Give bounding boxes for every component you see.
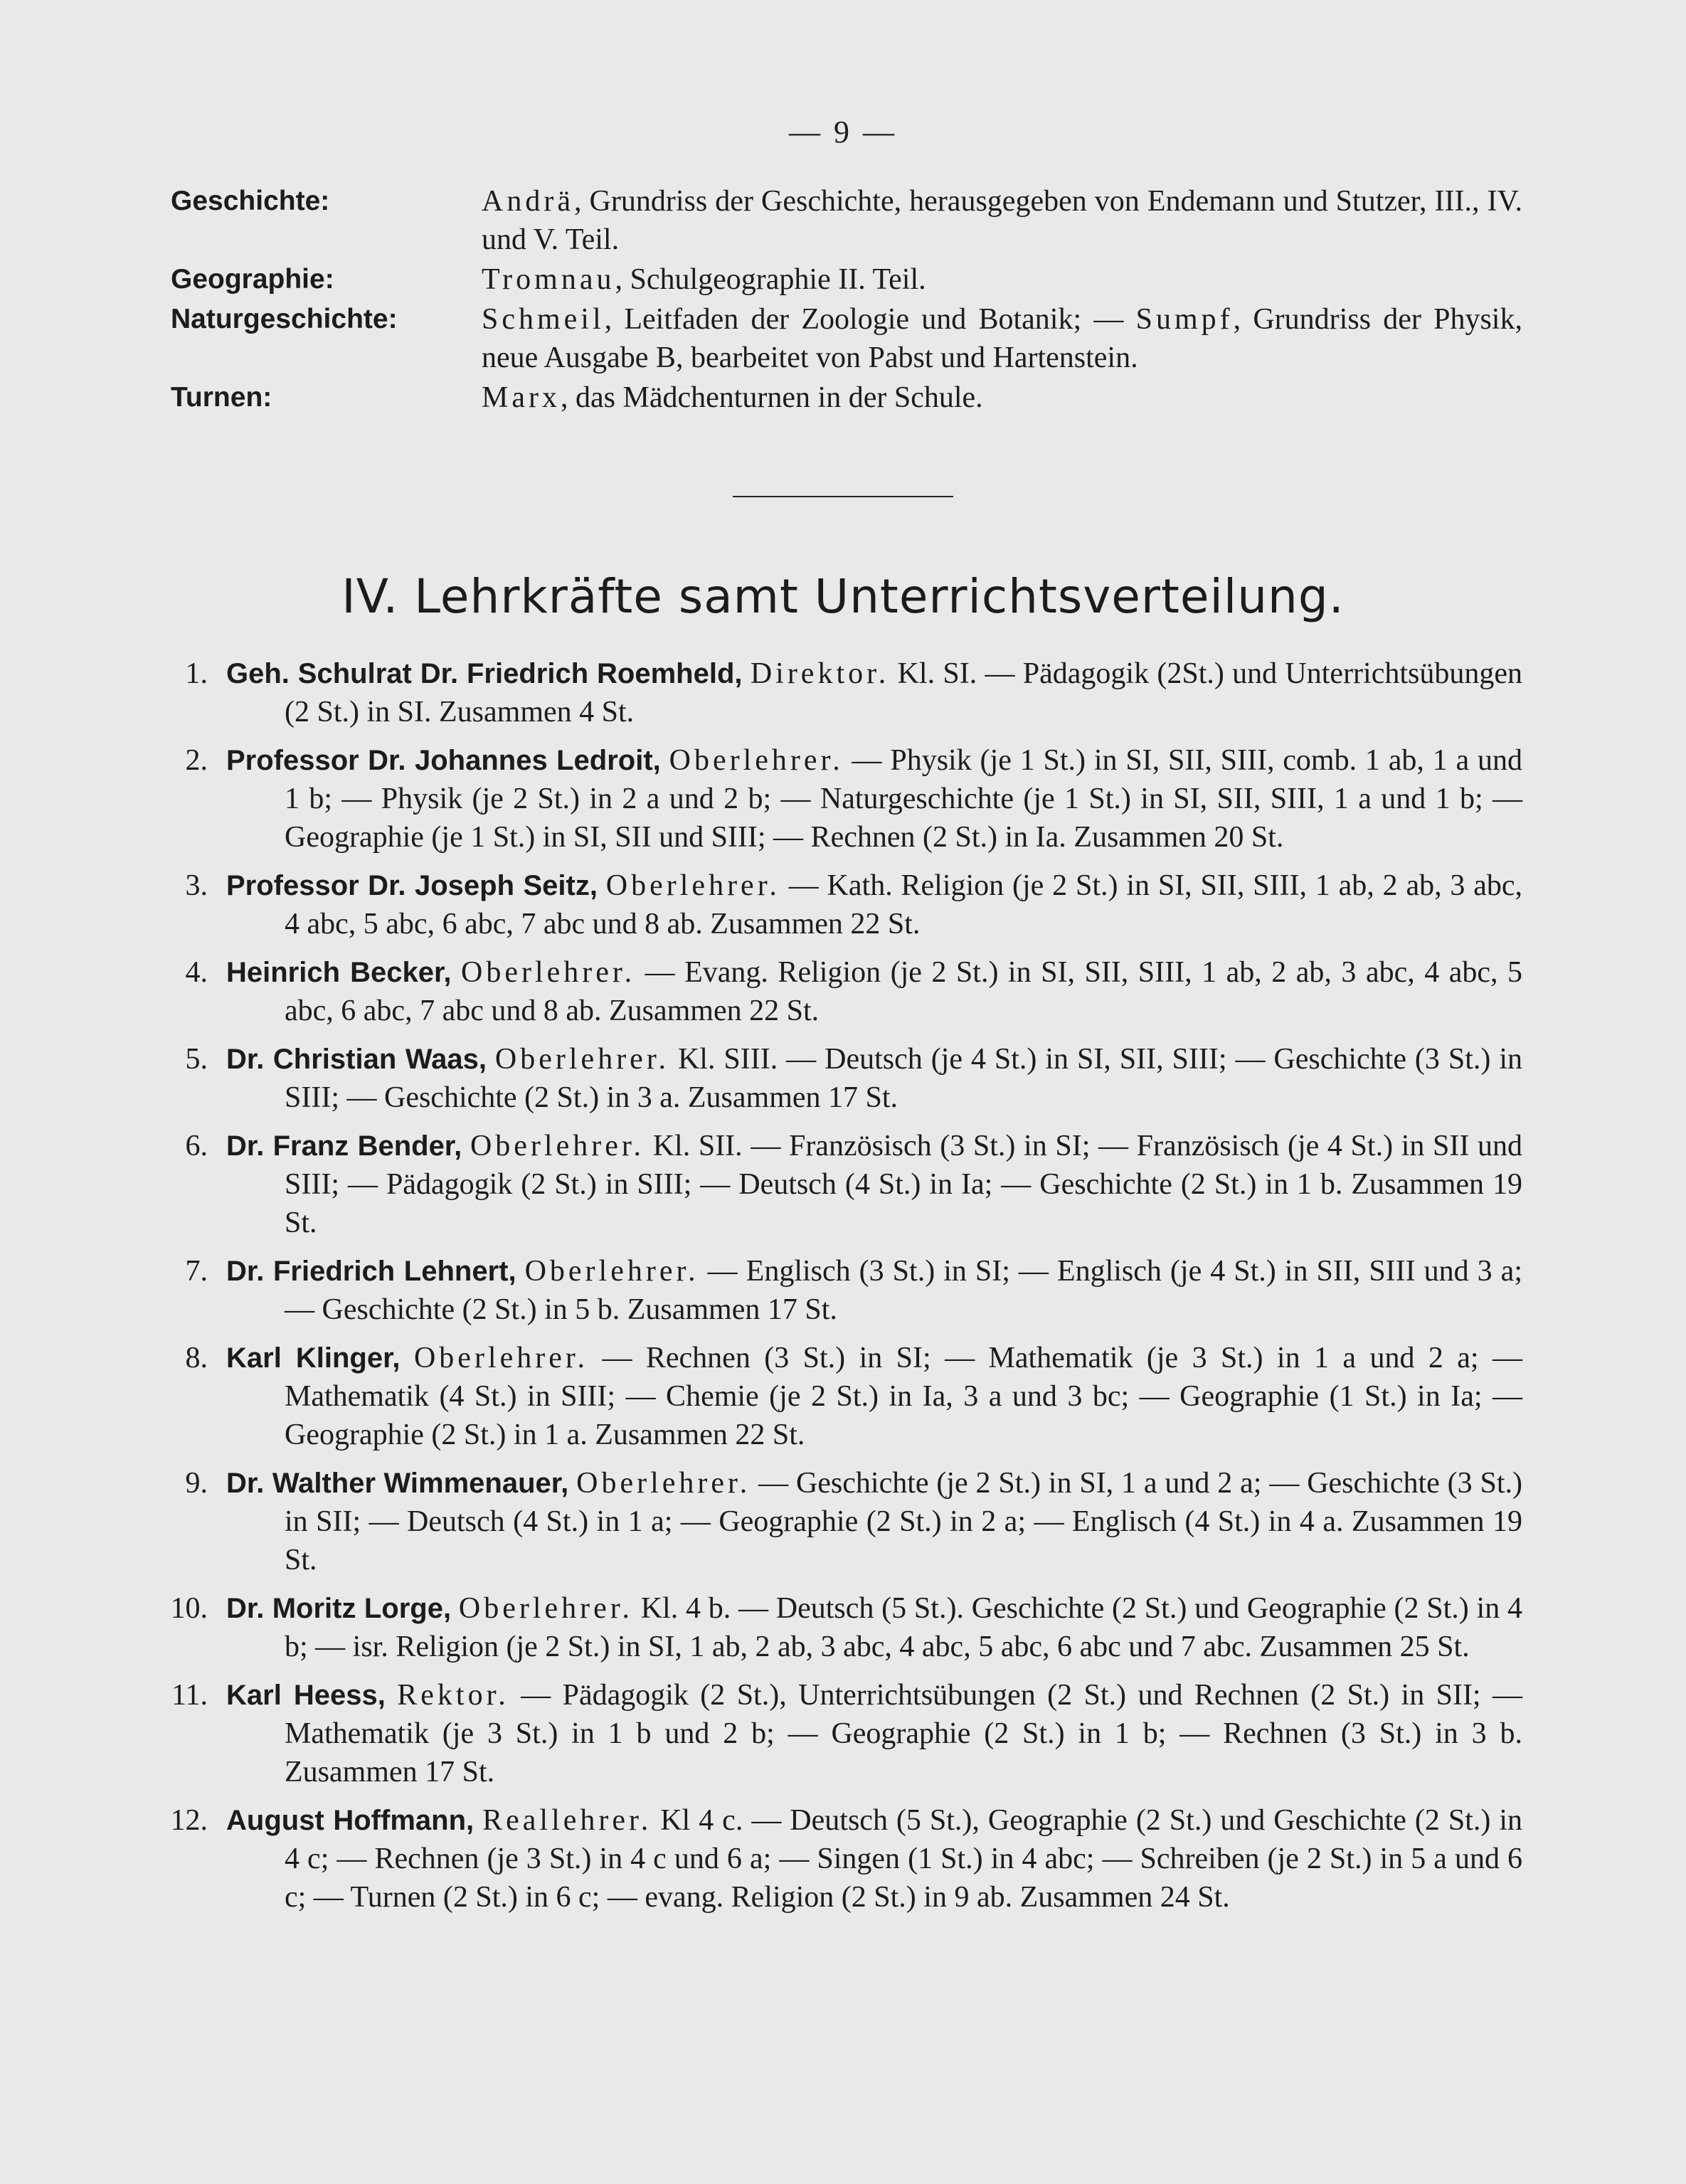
teacher-list bbox=[157, 654, 1522, 1926]
teacher-number: 1. bbox=[185, 657, 208, 690]
book-text bbox=[482, 378, 1522, 417]
book-row bbox=[171, 300, 1522, 377]
teacher-assignments: Kl 4 c. — Deutsch (5 St.), Geographie (2 St.) und Geschichte (2 St.) in 4 c; — Rechnen (je 3 St.) in 4 c und 6 a; — Singen (1 St.) in 4 abc; — Schreiben (je 2 St.) in 5 a und 6 c; — Turnen (2 St.) in 6 c; — evang. Religion (2 St.) in 9 ab. Zusammen 24 St. bbox=[285, 1804, 1523, 1914]
teacher-assignments: — Evang. Religion (je 2 St.) in SI, SII, SIII, 1 ab, 2 ab, 3 abc, 4 abc, 5 abc, 6 abc, 7 abc und 8 ab. Zusammen 22 St. bbox=[285, 956, 1523, 1027]
textbook-list bbox=[171, 182, 1522, 418]
teacher-entry bbox=[157, 1464, 1522, 1579]
teacher-entry bbox=[157, 1339, 1522, 1454]
teacher-assignments: — Rechnen (3 St.) in SI; — Mathematik (je 3 St.) in 1 a und 2 a; — Mathematik (4 St.) in SIII; — Chemie (je 2 St.) in Ia, 3 a und 3 bc; — Geographie (1 St.) in Ia; — Geographie (2 St.) in 1 a. Zusammen 22 St. bbox=[285, 1342, 1523, 1451]
teacher-name: Karl Klinger, bbox=[226, 1342, 401, 1374]
teacher-name: Dr. Friedrich Lehnert, bbox=[226, 1256, 516, 1287]
teacher-number: 3. bbox=[185, 869, 208, 902]
teacher-assignments: — Geschichte (je 2 St.) in SI, 1 a und 2 a; — Geschichte (3 St.) in SII; — Deutsch (4 St.) in 1 a; — Geographie (2 St.) in 2 a; — Englisch (4 St.) in 4 a. Zusammen 19 St. bbox=[285, 1467, 1523, 1576]
section-divider bbox=[733, 496, 953, 497]
teacher-number: 11. bbox=[171, 1679, 208, 1712]
teacher-title: Oberlehrer. bbox=[494, 1043, 669, 1076]
teacher-name: Heinrich Becker, bbox=[226, 957, 452, 988]
teacher-assignments: — Physik (je 1 St.) in SI, SII, SIII, comb. 1 ab, 1 a und 1 b; — Physik (je 2 St.) in 2 a und 2 b; — Naturgeschichte (je 1 St.) in SI, SII, SIII, 1 a und 1 b; — Geographie (je 1 St.) in SI, SII und SIII; — Rechnen (2 St.) in Ia. Zusammen 20 St. bbox=[285, 744, 1522, 854]
teacher-entry bbox=[157, 741, 1522, 857]
teacher-title: Oberlehrer. bbox=[669, 744, 844, 777]
teacher-title: Reallehrer. bbox=[482, 1804, 652, 1837]
teacher-entry bbox=[157, 654, 1522, 731]
teacher-name: Dr. Franz Bender, bbox=[226, 1130, 462, 1162]
teacher-name: Professor Dr. Johannes Ledroit, bbox=[226, 745, 661, 776]
teacher-number: 6. bbox=[185, 1130, 208, 1162]
teacher-entry bbox=[157, 1040, 1522, 1117]
teacher-assignments: — Englisch (3 St.) in SI; — Englisch (je 4 St.) in SII, SIII und 3 a; — Geschichte (2 St.) in 5 b. Zusammen 17 St. bbox=[285, 1255, 1522, 1326]
teacher-number: 5. bbox=[185, 1043, 208, 1076]
book-author: Schmeil bbox=[482, 303, 605, 336]
teacher-title: Oberlehrer. bbox=[413, 1342, 589, 1374]
teacher-entry bbox=[157, 1127, 1522, 1242]
book-subject: Naturgeschichte: bbox=[171, 304, 398, 334]
teacher-title: Direktor. bbox=[750, 657, 890, 690]
teacher-number: 7. bbox=[185, 1255, 208, 1288]
section-heading: IV. Lehrkräfte samt Unterrichtsverteilung. bbox=[341, 569, 1345, 624]
teacher-name: Dr. Moritz Lorge, bbox=[226, 1593, 452, 1624]
teacher-name: August Hoffmann, bbox=[226, 1805, 474, 1836]
book-row bbox=[171, 260, 1522, 299]
teacher-name: Geh. Schulrat Dr. Friedrich Roemheld, bbox=[226, 658, 743, 689]
teacher-number: 8. bbox=[185, 1342, 208, 1374]
teacher-assignments: Kl. SII. — Französisch (3 St.) in SI; — Französisch (je 4 St.) in SII und SIII; — Pädagogik (2 St.) in SIII; — Deutsch (4 St.) in Ia; — Geschichte (2 St.) in 1 b. Zusammen 19 St. bbox=[285, 1130, 1523, 1239]
book-description-2: , Grundriss der Physik, neue Ausgabe B, bearbeitet von Pabst und Hartenstein. bbox=[482, 303, 1522, 374]
teacher-title: Oberlehrer. bbox=[461, 956, 636, 989]
teacher-title: Oberlehrer. bbox=[458, 1592, 633, 1625]
teacher-title: Oberlehrer. bbox=[576, 1467, 751, 1500]
teacher-title: Oberlehrer. bbox=[524, 1255, 699, 1288]
book-subject: Turnen: bbox=[171, 382, 272, 413]
teacher-title: Oberlehrer. bbox=[605, 869, 780, 902]
book-subject: Geschichte: bbox=[171, 186, 330, 216]
book-author: Andrä bbox=[482, 185, 574, 218]
teacher-assignments: — Kath. Religion (je 2 St.) in SI, SII, SIII, 1 ab, 2 ab, 3 abc, 4 abc, 5 abc, 6 abc, 7 abc und 8 ab. Zusammen 22 St. bbox=[285, 869, 1523, 940]
book-text bbox=[482, 260, 1522, 299]
teacher-name: Dr. Christian Waas, bbox=[226, 1044, 487, 1075]
teacher-entry bbox=[157, 1801, 1522, 1917]
book-description: , das Mädchenturnen in der Schule. bbox=[560, 381, 983, 414]
teacher-entry bbox=[157, 1676, 1522, 1791]
book-text bbox=[482, 182, 1522, 259]
book-text bbox=[482, 300, 1522, 377]
teacher-assignments: Kl. 4 b. — Deutsch (5 St.). Geschichte (2 St.) und Geographie (2 St.) in 4 b; — isr. Religion (je 2 St.) in SI, 1 ab, 2 ab, 3 abc, 4 abc, 5 abc, 6 abc und 7 abc. Zusammen 25 St. bbox=[285, 1592, 1522, 1663]
teacher-entry bbox=[157, 1252, 1522, 1329]
teacher-number: 12. bbox=[170, 1804, 208, 1837]
teacher-number: 10. bbox=[170, 1592, 208, 1625]
teacher-assignments: — Pädagogik (2 St.), Unterrichtsübungen (2 St.) und Rechnen (2 St.) in SII; — Mathematik (je 3 St.) in 1 b und 2 b; — Geographie (2 St.) in 1 b; — Rechnen (3 St.) in 3 b. Zusammen 17 St. bbox=[285, 1679, 1523, 1788]
book-description: , Grundriss der Geschichte, herausgegeben von Endemann und Stutzer, III., IV. und V. Teil. bbox=[482, 185, 1522, 256]
teacher-name: Karl Heess, bbox=[226, 1680, 386, 1711]
teacher-number: 4. bbox=[185, 956, 208, 989]
teacher-number: 9. bbox=[185, 1467, 208, 1500]
book-author-2: Sumpf bbox=[1135, 303, 1234, 336]
teacher-entry bbox=[157, 866, 1522, 943]
teacher-entry bbox=[157, 953, 1522, 1030]
teacher-name: Dr. Walther Wimmenauer, bbox=[226, 1468, 569, 1499]
book-author: Tromnau bbox=[482, 263, 615, 296]
book-description: , Schulgeographie II. Teil. bbox=[615, 263, 926, 296]
teacher-title: Oberlehrer. bbox=[470, 1130, 645, 1162]
book-subject: Geographie: bbox=[171, 264, 334, 295]
book-row bbox=[171, 378, 1522, 417]
teacher-name: Professor Dr. Joseph Seitz, bbox=[226, 870, 598, 901]
teacher-number: 2. bbox=[185, 744, 208, 777]
teacher-entry bbox=[157, 1589, 1522, 1666]
page-number: — 9 — bbox=[789, 115, 897, 149]
book-description: , Leitfaden der Zoologie und Botanik; — bbox=[604, 303, 1136, 336]
teacher-assignments: Kl. SIII. — Deutsch (je 4 St.) in SI, SII, SIII; — Geschichte (3 St.) in SIII; — Geschichte (2 St.) in 3 a. Zusammen 17 St. bbox=[285, 1043, 1522, 1114]
teacher-assignments: Kl. SI. — Pädagogik (2St.) und Unterrichtsübungen (2 St.) in SI. Zusammen 4 St. bbox=[285, 657, 1523, 728]
book-author: Marx bbox=[482, 381, 561, 414]
book-row bbox=[171, 182, 1522, 259]
teacher-title: Rektor. bbox=[397, 1679, 509, 1712]
